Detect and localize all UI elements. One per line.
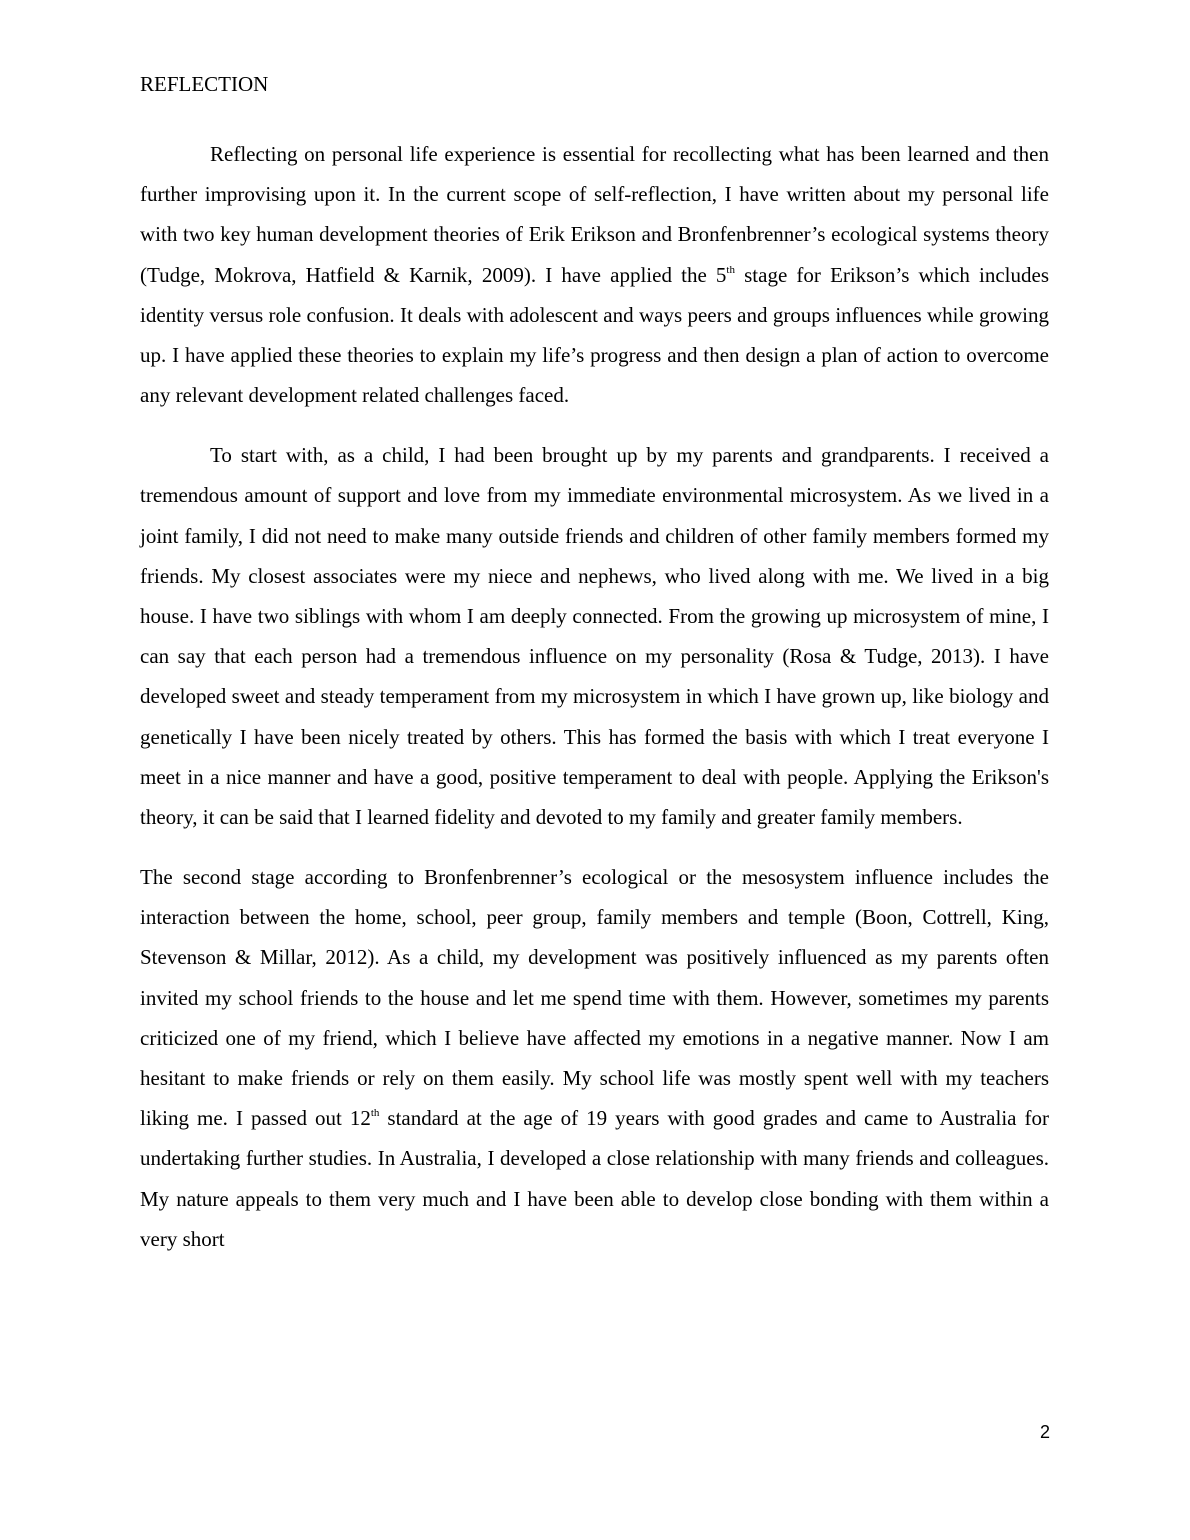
paragraph-3-text-a: The second stage according to Bronfenbrenner’s ecological or the mesosystem influence includes the interaction between the home, school, peer group, family members and temple (Boon, Cottrell, King, Stevenson & Millar, 2012). As a child, my development was positively influenced as my parents often invited my school friends to the house and let me spend time with them. However, sometimes my parents criticized one of my friend, which I believe have affected my emotions in a negative manner. Now I am hesitant to make friends or rely on them easily. My school life was mostly spent well with my teachers liking me. I passed out 12 — [140, 865, 1049, 1131]
paragraph-3 — [140, 857, 1049, 1259]
paragraph-1-text-a: Reflecting on personal life experience is essential for recollecting what has been learned and then further improvising upon it. In the current scope of self-reflection, I have written about my personal life with two key human development theories of Erik Erikson and Bronfenbrenner’s ecological systems theory (Tudge, Mokrova, Hatfield & Karnik, 2009). I have applied the 5 — [140, 142, 1049, 287]
running-header: REFLECTION — [140, 72, 269, 96]
paragraph-1-text-b: stage for Erikson’s which includes identity versus role confusion. It deals with adolescent and ways peers and groups influences while growing up. I have applied these theories to explain my life’s progress and then design a plan of action to overcome any relevant development related challenges faced. — [140, 262, 1049, 408]
paragraph-1 — [140, 134, 1049, 415]
paragraph-3-text-b: standard at the age of 19 years with good grades and came to Australia for undertaking further studies. In Australia, I developed a close relationship with many friends and colleagues. My nature appeals to them very much and I have been able to develop close bonding with them within a very short — [140, 1106, 1049, 1251]
paragraph-2: To start with, as a child, I had been brought up by my parents and grandparents. I received a tremendous amount of support and love from my immediate environmental microsystem. As we lived in a joint family, I did not need to make many outside friends and children of other family members formed my friends. My closest associates were my niece and nephews, who lived along with me. We lived in a big house. I have two siblings with whom I am deeply connected. From the growing up microsystem of mine, I can say that each person had a tremendous influence on my personality (Rosa & Tudge, 2013). I have developed sweet and steady temperament from my microsystem in which I have grown up, like biology and genetically I have been nicely treated by others. This has formed the basis with which I treat everyone I meet in a nice manner and have a good, positive temperament to deal with people. Applying the Erikson's theory, it can be said that I learned fidelity and devoted to my family and greater family members. — [140, 443, 1049, 830]
document-body — [140, 134, 1049, 1259]
ordinal-superscript: th — [726, 263, 735, 276]
page-number: 2 — [1039, 1422, 1050, 1442]
ordinal-superscript: th — [370, 1107, 380, 1120]
